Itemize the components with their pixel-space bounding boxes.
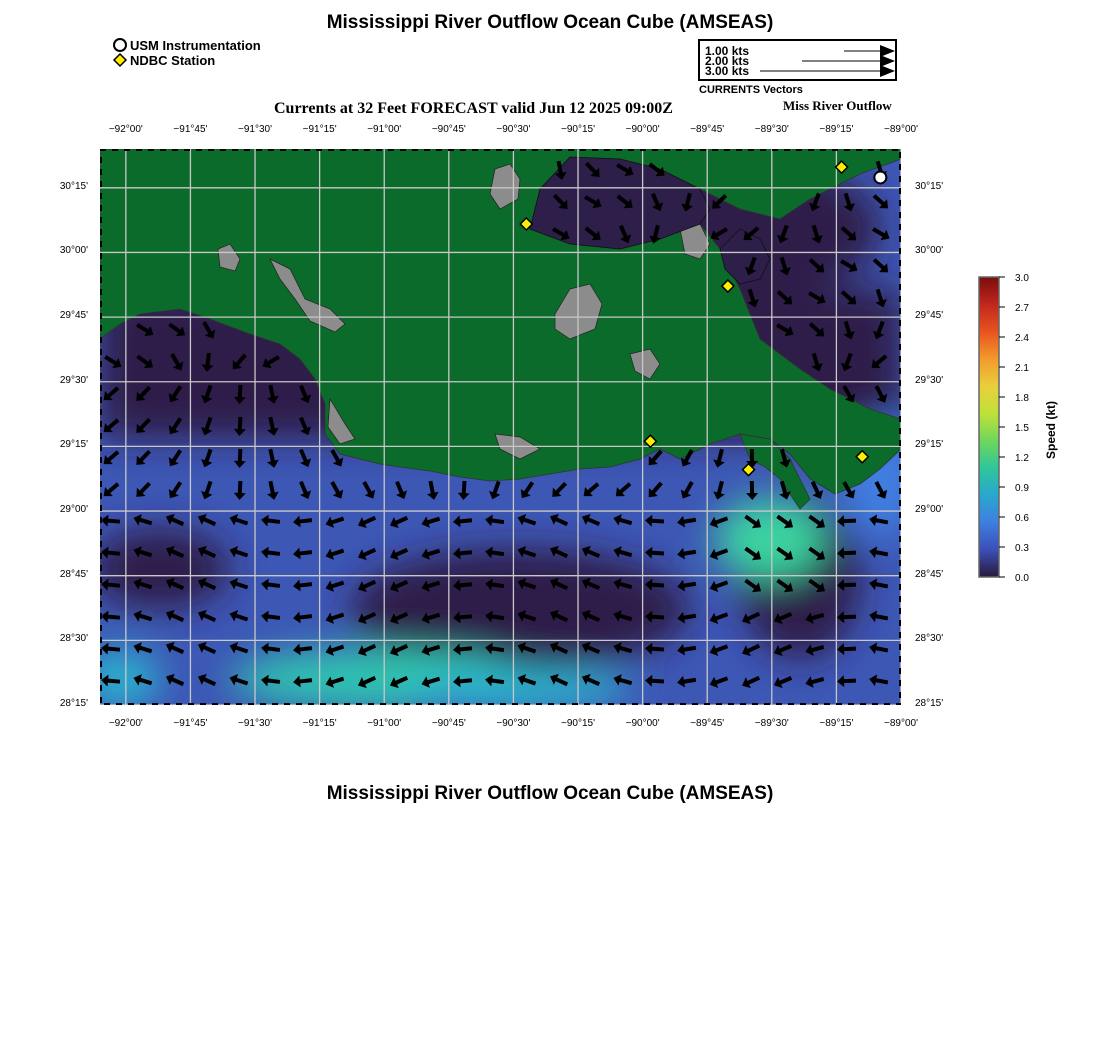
colorbar-tick: 0.3 — [1015, 543, 1029, 554]
lat-tick-left: 28°30' — [59, 633, 88, 645]
lat-tick-left: 29°00' — [59, 504, 88, 516]
lon-tick-top: −91°15' — [302, 124, 337, 135]
lon-tick-bottom: −90°00' — [625, 718, 660, 729]
lon-tick-top: −91°45' — [173, 124, 208, 135]
colorbar-tick: 1.5 — [1015, 423, 1029, 434]
lat-tick-right: 29°45' — [915, 310, 944, 322]
lon-tick-top: −89°45' — [690, 124, 725, 135]
region-label: Miss River Outflow — [783, 98, 892, 113]
lon-tick-bottom: −89°45' — [690, 718, 725, 729]
lon-tick-bottom: −90°15' — [561, 718, 596, 729]
lon-tick-bottom: −91°15' — [302, 718, 337, 729]
legend-ndbc-label: NDBC Station — [130, 53, 216, 68]
lon-tick-bottom: −90°30' — [496, 718, 531, 729]
vectors-key — [698, 39, 897, 81]
lon-tick-bottom: −91°45' — [173, 718, 208, 729]
lon-tick-top: −90°15' — [561, 124, 596, 135]
lat-tick-right: 28°15' — [915, 698, 944, 709]
lon-tick-bottom: −90°45' — [431, 718, 466, 729]
colorbar-label: Speed (kt) — [1044, 400, 1058, 460]
usm-station-icon — [874, 171, 886, 183]
page-title-bottom: Mississippi River Outflow Ocean Cube (AMSEAS) — [326, 783, 774, 804]
colorbar-tick: 2.7 — [1015, 303, 1029, 314]
lat-tick-right: 29°00' — [915, 504, 944, 516]
colorbar — [975, 270, 1095, 586]
lon-tick-top: −91°00' — [367, 124, 402, 135]
colorbar-tick: 2.4 — [1015, 333, 1029, 344]
lon-tick-bottom: −91°00' — [367, 718, 402, 729]
colorbar-tick: 1.8 — [1015, 393, 1029, 404]
lon-tick-bottom: −89°30' — [754, 718, 789, 729]
vectors-caption: CURRENTS Vectors — [699, 84, 803, 96]
lon-tick-bottom: −91°30' — [238, 718, 273, 729]
lat-tick-right: 30°00' — [915, 245, 944, 257]
lat-tick-left: 29°30' — [59, 374, 88, 386]
vector-key-2: 2.00 kts — [705, 54, 750, 68]
lat-tick-left: 30°15' — [59, 180, 88, 192]
lat-tick-left: 29°45' — [59, 310, 88, 322]
lat-tick-right: 29°15' — [915, 439, 944, 451]
lon-tick-bottom: −89°00' — [884, 718, 918, 729]
vector-key-1: 1.00 kts — [705, 44, 750, 58]
lon-tick-top: −92°00' — [108, 124, 143, 135]
currents-map — [100, 149, 901, 705]
lat-tick-right: 29°30' — [915, 374, 944, 386]
colorbar-tick: 2.1 — [1015, 363, 1029, 374]
colorbar-tick: 3.0 — [1015, 273, 1029, 284]
lat-tick-left: 28°45' — [59, 568, 88, 580]
colorbar-tick: 0.6 — [1015, 513, 1029, 524]
vector-key-3: 3.00 kts — [705, 64, 750, 78]
lat-tick-right: 28°30' — [915, 633, 944, 645]
lat-tick-left: 28°15' — [59, 698, 88, 709]
lon-tick-top: −89°15' — [819, 124, 854, 135]
legend-icons — [112, 38, 128, 70]
lat-tick-right: 30°15' — [915, 180, 944, 192]
lon-tick-top: −90°30' — [496, 124, 531, 135]
lon-tick-bottom: −89°15' — [819, 718, 854, 729]
lat-tick-left: 29°15' — [59, 439, 88, 451]
lat-tick-right: 28°45' — [915, 568, 944, 580]
colorbar-tick: 1.2 — [1015, 453, 1029, 464]
lon-tick-top: −89°30' — [754, 124, 789, 135]
lon-tick-top: −90°00' — [625, 124, 660, 135]
colorbar-tick: 0.0 — [1015, 573, 1029, 584]
page-title: Mississippi River Outflow Ocean Cube (AMSEAS) — [326, 12, 774, 33]
lat-tick-left: 30°00' — [59, 245, 88, 257]
colorbar-tick: 0.9 — [1015, 483, 1029, 494]
diamond-icon — [114, 54, 126, 66]
lon-tick-top: −90°45' — [431, 124, 466, 135]
lon-tick-top: −89°00' — [884, 124, 918, 135]
legend-usm-label: USM Instrumentation — [130, 38, 261, 53]
lon-tick-top: −91°30' — [238, 124, 273, 135]
lon-tick-bottom: −92°00' — [108, 718, 143, 729]
circle-icon — [114, 39, 126, 51]
map-subtitle: Currents at 32 Feet FORECAST valid Jun 12 2025 09:00Z — [274, 100, 673, 117]
